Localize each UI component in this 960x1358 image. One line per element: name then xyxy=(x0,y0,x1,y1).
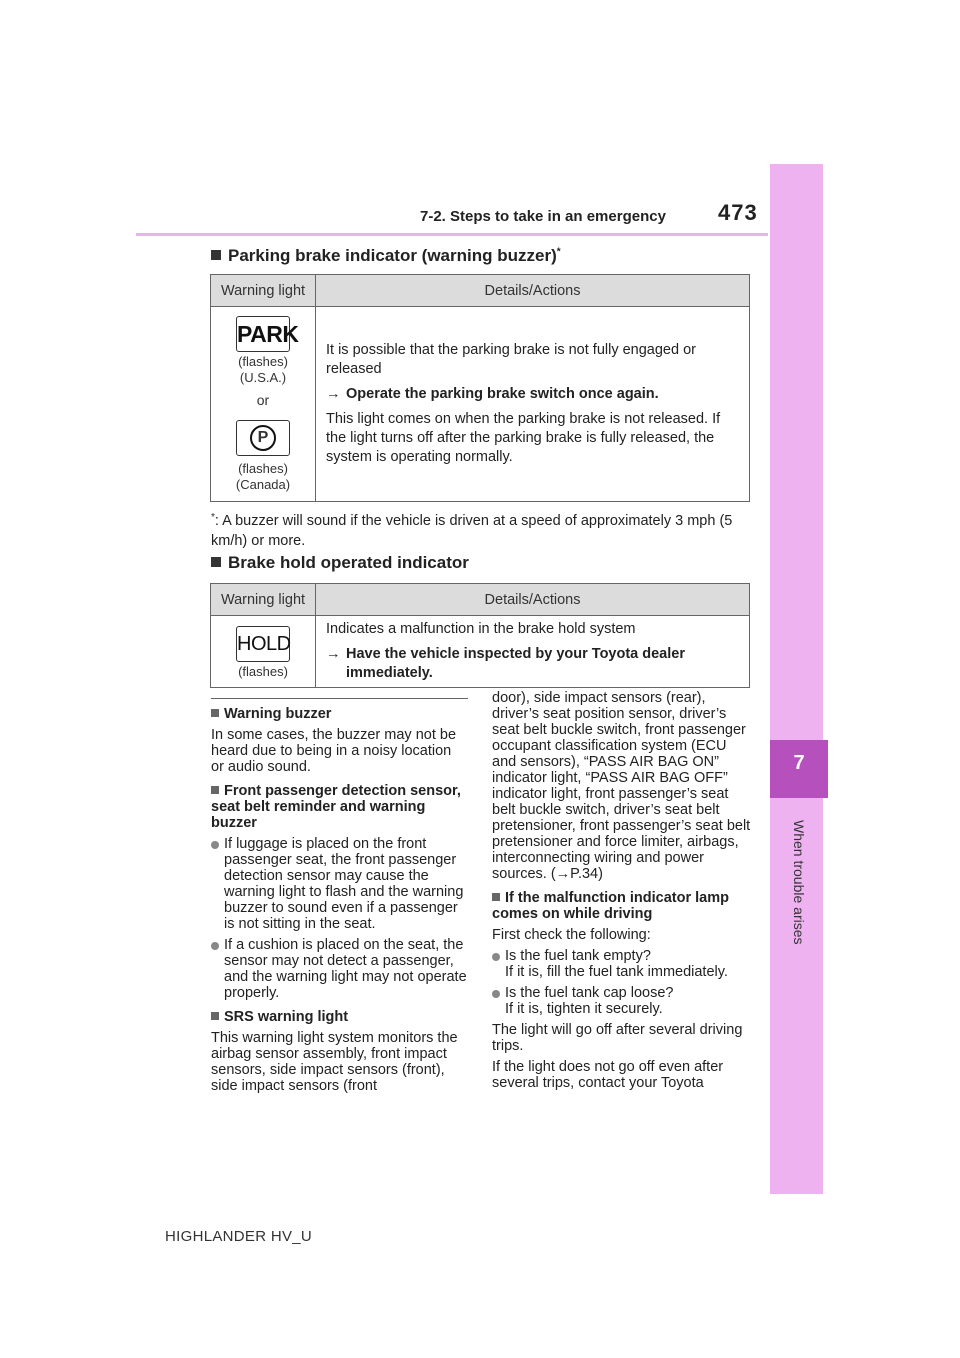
warning-buzzer-heading xyxy=(211,706,468,722)
paragraph: This warning light system monitors the airbag sensor assembly, front impact sensors, side impact sensors (front), side impact sensors (front xyxy=(211,1030,458,1094)
srs-heading xyxy=(211,1009,468,1025)
paragraph: If the light does not go off even after several trips, contact your Toyota xyxy=(492,1059,724,1091)
parking-brake-table xyxy=(210,274,750,502)
parking-brake-heading-text: Parking brake indicator (warning buzzer) xyxy=(228,246,557,265)
arrow-icon: → xyxy=(326,646,341,662)
icon-caption: (flashes) xyxy=(238,353,288,369)
or-text: or xyxy=(256,391,270,408)
footnote-star: * xyxy=(211,512,215,523)
park-indicator-icon: PARK xyxy=(236,316,290,352)
page-number: 473 xyxy=(718,200,758,225)
p-circle-indicator-icon xyxy=(236,420,290,456)
parking-brake-heading xyxy=(211,246,561,266)
heading-text: SRS warning light xyxy=(224,1009,349,1025)
chapter-side-tab xyxy=(770,164,823,1194)
paragraph: In some cases, the buzzer may not be heard due to being in a noisy location or audio sound. xyxy=(211,727,457,775)
hold-indicator-icon: HOLD xyxy=(236,626,290,662)
square-bullet-icon xyxy=(211,786,219,794)
header-rule xyxy=(136,233,768,236)
action-label: Operate the parking brake switch once again. xyxy=(346,386,659,402)
warning-light-cell xyxy=(211,307,316,502)
details-cell xyxy=(316,307,750,502)
brake-hold-heading-text: Brake hold operated indicator xyxy=(228,553,469,572)
footnote xyxy=(211,508,751,551)
warning-light-cell xyxy=(211,616,316,688)
heading-text: If the malfunction indicator lamp comes on while driving xyxy=(492,890,729,922)
footnote-text: : A buzzer will sound if the vehicle is driven at a speed of approximately 3 mph (5 km/h) or more. xyxy=(211,513,733,549)
col-header-details: Details/Actions xyxy=(316,275,750,307)
square-bullet-icon xyxy=(211,557,221,567)
detail-text: Indicates a malfunction in the brake hold system xyxy=(326,621,636,637)
heading-text: Front passenger detection sensor, seat belt reminder and warning buzzer xyxy=(211,783,461,831)
square-bullet-icon xyxy=(492,893,500,901)
detail-text: It is possible that the parking brake is not fully engaged or released xyxy=(326,342,696,377)
bullet-item xyxy=(492,985,752,1017)
chapter-label: When trouble arises xyxy=(791,820,807,945)
details-cell xyxy=(316,616,750,688)
icon-region: (U.S.A.) xyxy=(239,369,287,385)
footnote-mark: * xyxy=(556,246,561,258)
paragraph: door), side impact sensors (rear), driver’s seat position sensor, driver’s seat belt buckle switch, front passenger occupant classification system (ECU and sensors), “PASS AIR BAG ON” indicator light, “PASS AIR BAG OFF” indicator light, front passenger’s seat belt buckle switch, driver’s seat belt pretensioner, front passenger’s seat belt pretensioner and force limiter, airbags, interconnecting wiring and power sources. (→P.34) xyxy=(492,690,751,882)
bullet-item: If a cushion is placed on the seat, the sensor may not detect a passenger, and the warning light may not operate properly. xyxy=(211,937,468,1001)
square-bullet-icon xyxy=(211,1012,219,1020)
detection-sensor-heading xyxy=(211,783,468,831)
brake-hold-heading xyxy=(211,553,469,573)
bullet-item: If luggage is placed on the front passenger seat, the front passenger detection sensor may cause the warning light to flash and the warning buzzer to sound even if a passenger is not sitting in the seat. xyxy=(211,836,468,932)
footer-model: HIGHLANDER HV_U xyxy=(165,1228,313,1245)
bullet-question: Is the fuel tank empty? xyxy=(505,948,651,964)
icon-region: (Canada) xyxy=(235,476,291,492)
col-header-warning-light: Warning light xyxy=(211,275,316,307)
bullet-answer: If it is, tighten it securely. xyxy=(505,1001,663,1017)
right-column xyxy=(492,690,752,1096)
icon-caption: (flashes) xyxy=(238,664,288,679)
arrow-icon: → xyxy=(326,386,341,402)
square-bullet-icon xyxy=(211,250,221,260)
detail-text: This light comes on when the parking brake is not released. If the light turns off after the parking brake is fully released, the system is operating normally. xyxy=(326,411,721,465)
chapter-number: 7 xyxy=(793,752,805,774)
left-column xyxy=(211,706,468,1099)
action-label: Have the vehicle inspected by your Toyota dealer immediately. xyxy=(346,646,685,681)
col-header-warning-light: Warning light xyxy=(211,584,316,616)
col-header-details: Details/Actions xyxy=(316,584,750,616)
square-bullet-icon xyxy=(211,709,219,717)
mil-heading xyxy=(492,890,752,922)
icon-caption: (flashes) xyxy=(238,460,288,476)
brake-hold-table xyxy=(210,583,750,688)
p-circle-letter: P xyxy=(250,425,276,451)
column-rule xyxy=(211,698,468,699)
bullet-item xyxy=(492,948,752,980)
action-text xyxy=(326,645,739,683)
heading-text: Warning buzzer xyxy=(224,706,332,722)
bullet-question: Is the fuel tank cap loose? xyxy=(505,985,674,1001)
section-title: 7-2. Steps to take in an emergency xyxy=(420,208,666,225)
paragraph: The light will go off after several driving trips. xyxy=(492,1022,743,1054)
paragraph: First check the following: xyxy=(492,927,651,943)
bullet-answer: If it is, fill the fuel tank immediately. xyxy=(505,964,728,980)
action-text xyxy=(326,385,739,404)
